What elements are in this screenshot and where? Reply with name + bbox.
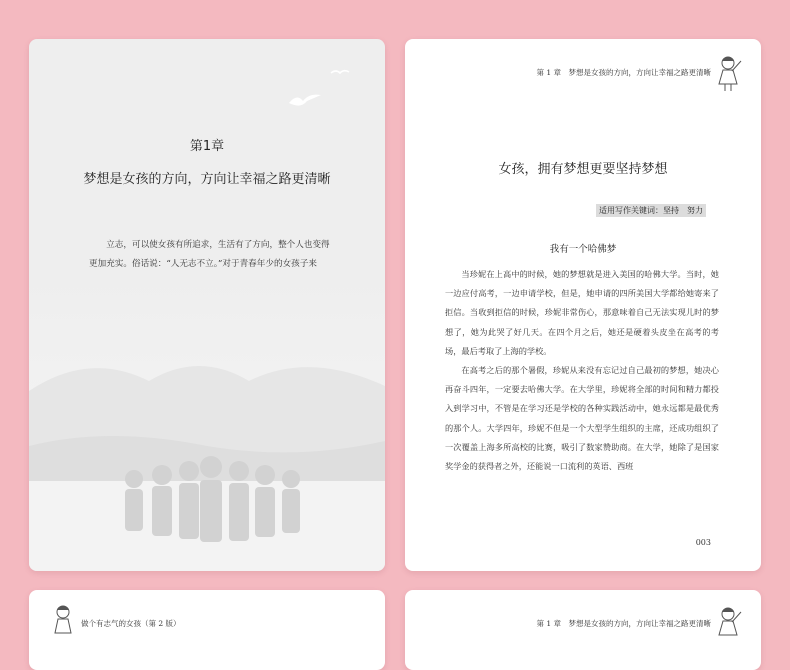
children-illustration (29, 271, 385, 571)
running-head: 第 1 章 梦想是女孩的方向，方向让幸福之路更清晰 (536, 619, 711, 628)
chapter-opening-page (29, 39, 385, 571)
chapter-number: 第1章 (189, 139, 225, 154)
birds-illustration (279, 61, 369, 131)
paragraph: 在高考之后的那个暑假，珍妮从来没有忘记过自己最初的梦想，她决心再奋斗四年，一定要去哈佛大学。在大学里，珍妮将全部的时间和精力都投入到学习中，不管是在学习还是学校的各种实践活动中，她永远都是最优秀的那个人。大学四年，珍妮不但是一个大型学生组织的主席，还成功组织了一次覆盖上海多所高校的比赛，吸引了数家赞助商。在大学，她除了是国家奖学金的获得者之外，还能说一口流利的英语、西班 (445, 365, 719, 472)
chapter-title: 梦想是女孩的方向，方向让幸福之路更清晰 (83, 172, 331, 187)
running-head: 第 1 章 梦想是女孩的方向，方向让幸福之路更清晰 (536, 68, 711, 77)
article-page (405, 39, 761, 571)
next-page-right (405, 590, 761, 670)
chapter-intro: 立志，可以使女孩有所追求，生活有了方向，整个人也变得更加充实。俗话说：“人无志不立。”对于青春年少的女孩子来 (89, 240, 330, 269)
girl-mascot-icon (713, 604, 743, 644)
keywords-tag: 适用写作关键词：坚持 努力 (596, 204, 706, 217)
running-head: 做个有志气的女孩（第 2 版） (81, 619, 181, 628)
next-page-left (29, 590, 385, 670)
section-title: 我有一个哈佛梦 (549, 244, 617, 255)
page-number: 003 (695, 538, 711, 547)
article-body (445, 265, 719, 476)
paragraph: 当珍妮在上高中的时候，她的梦想就是进入美国的哈佛大学。当时，她一边应付高考，一边申请学校，但是，她申请的四所美国大学都给她寄来了拒信。当收到拒信的时候，珍妮非常伤心，那意味着自己无法实现儿时的梦想了，她为此哭了好几天。在四个月之后，她还是硬着头皮坐在高考的考场，最后考取了上海的学校。 (445, 269, 719, 356)
girl-mascot-icon (713, 53, 743, 93)
girl-mascot-icon (49, 602, 77, 642)
article-title: 女孩，拥有梦想更要坚持梦想 (498, 162, 668, 177)
